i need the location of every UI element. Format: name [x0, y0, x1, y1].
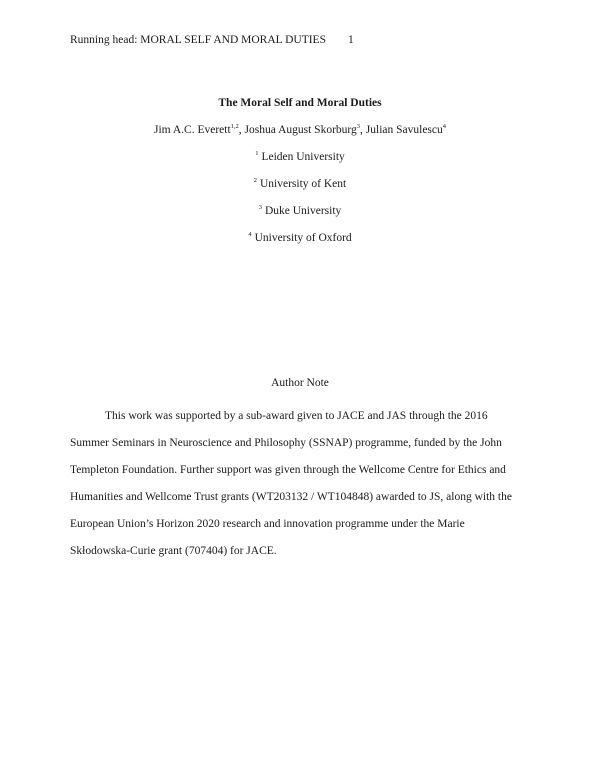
author-note-body: [70, 403, 540, 565]
author-note-line: Templeton Foundation. Further support was given through the Wellcome Centre for Ethics and: [70, 464, 506, 476]
author-note-heading: Author Note: [271, 377, 329, 389]
affiliation: [0, 205, 600, 217]
author-name: Julian Savulescu: [365, 124, 443, 136]
author-affiliation-sup: 1,2: [230, 123, 239, 130]
author-affiliation-sup: 4: [442, 123, 447, 130]
page-number: 1: [347, 34, 354, 46]
author-list: [0, 124, 600, 136]
affiliation: [0, 151, 600, 163]
author-note-line: Humanities and Wellcome Trust grants (WT203132 / WT104848) awarded to JS, along with the: [70, 491, 512, 503]
affiliation-name: University of Oxford: [254, 232, 352, 244]
affiliation-name: University of Kent: [260, 178, 347, 190]
affiliation-number: 4: [248, 231, 252, 238]
author-note-line: European Union’s Horizon 2020 research and innovation programme under the Marie: [70, 518, 465, 530]
affiliation: [0, 178, 600, 190]
author-separator: ,: [360, 124, 366, 136]
affiliation-number: 3: [258, 204, 262, 211]
author-note-line: This work was supported by a sub-award given to JACE and JAS through the 2016: [105, 410, 488, 422]
author-affiliation-sup: 3: [356, 123, 361, 130]
paper-title: The Moral Self and Moral Duties: [218, 97, 382, 109]
author-note-line: Skłodowska-Curie grant (707404) for JACE.: [70, 545, 277, 557]
affiliation-number: 2: [253, 177, 257, 184]
author-name: Jim A.C. Everett: [153, 124, 231, 136]
author-note-line: Summer Seminars in Neuroscience and Philosophy (SSNAP) programme, funded by the John: [70, 437, 502, 449]
affiliation-number: 1: [255, 150, 259, 157]
running-head: [70, 34, 354, 46]
affiliation-name: Duke University: [264, 205, 342, 217]
affiliation-name: Leiden University: [261, 151, 345, 163]
affiliation: [0, 232, 600, 244]
author-name: Joshua August Skorburg: [244, 124, 357, 136]
author-separator: ,: [238, 124, 245, 136]
running-head-text: Running head: MORAL SELF AND MORAL DUTIES: [70, 34, 326, 46]
